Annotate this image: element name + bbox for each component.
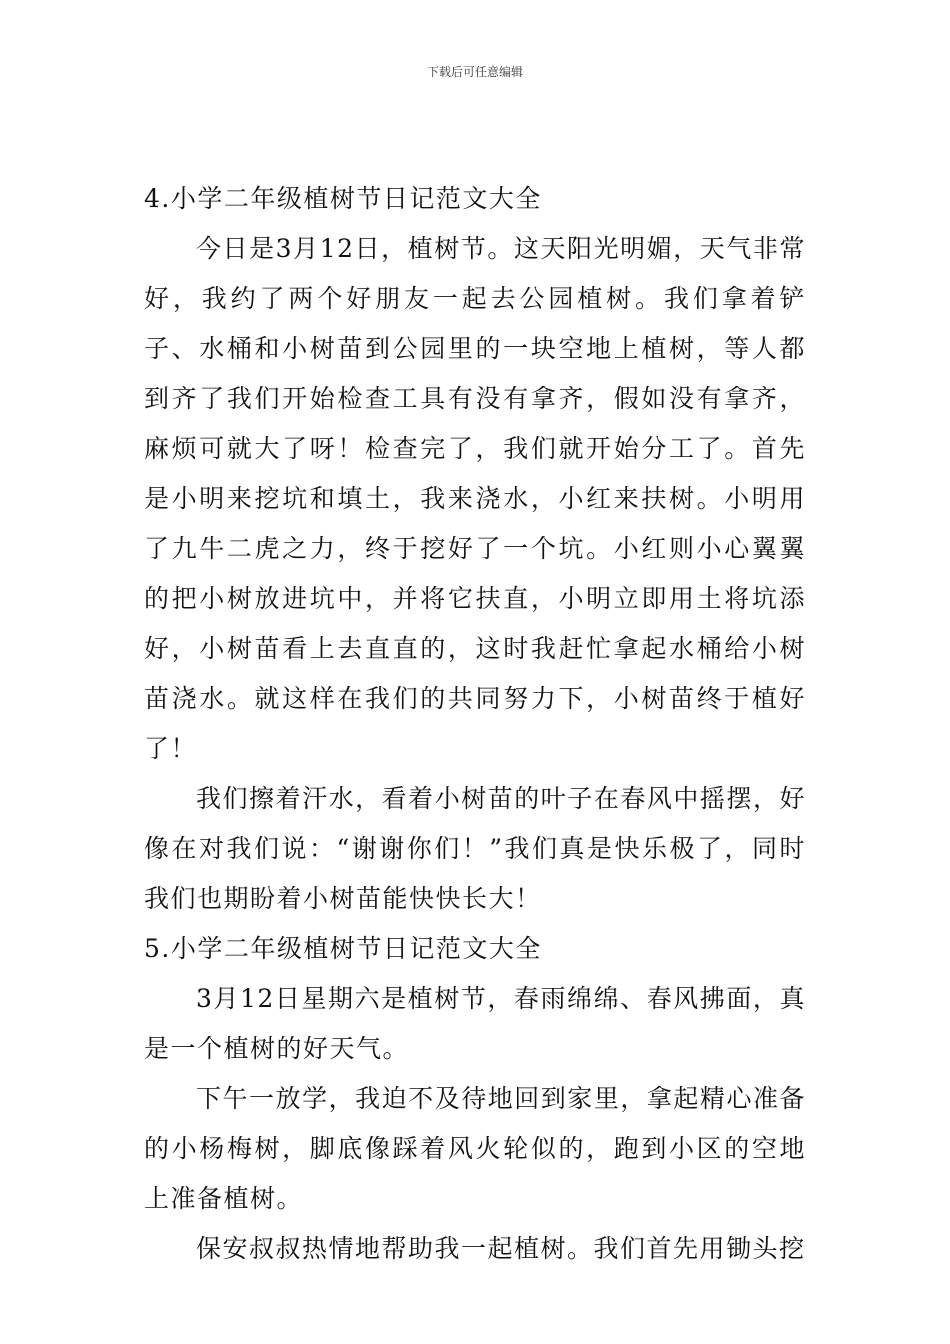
paragraph: 保安叔叔热情地帮助我一起植树。我们首先用锄头挖 [196, 1234, 806, 1263]
section-heading: 4.小学二年级植树节日记范文大全 [144, 184, 542, 213]
paragraph: 今日是3月12日，植树节。这天阳光明媚，天气非常好，我约了两个好朋友一起去公园植树。我们拿着铲子、水桶和小树苗到公园里的一块空地上植树，等人都到齐了我们开始检查工具有没有拿齐，假如没有拿齐，麻烦可就大了呀！检查完了，我们就开始分工了。首先是小明来挖坑和填土，我来浇水，小红来扶树。小明用了九牛二虎之力，终于挖好了一个坑。小红则小心翼翼的把小树放进坑中，并将它扶直，小明立即用土将坑添好，小树苗看上去直直的，这时我赶忙拿起水桶给小树苗浇水。就这样在我们的共同努力下，小树苗终于植好了！ [144, 234, 806, 763]
paragraph: 下午一放学，我迫不及待地回到家里，拿起精心准备的小杨梅树，脚底像踩着风火轮似的，跑到小区的空地上准备植树。 [144, 1084, 806, 1213]
section-heading: 5.小学二年级植树节日记范文大全 [144, 934, 542, 963]
paragraph: 3月12日星期六是植树节，春雨绵绵、春风拂面，真是一个植树的好天气。 [144, 984, 806, 1063]
page-header-note: 下载后可任意编辑 [426, 65, 523, 79]
paragraph: 我们擦着汗水，看着小树苗的叶子在春风中摇摆，好像在对我们说：“谢谢你们！”我们真是快乐极了，同时我们也期盼着小树苗能快快长大！ [144, 784, 806, 913]
document-body [144, 174, 806, 1274]
